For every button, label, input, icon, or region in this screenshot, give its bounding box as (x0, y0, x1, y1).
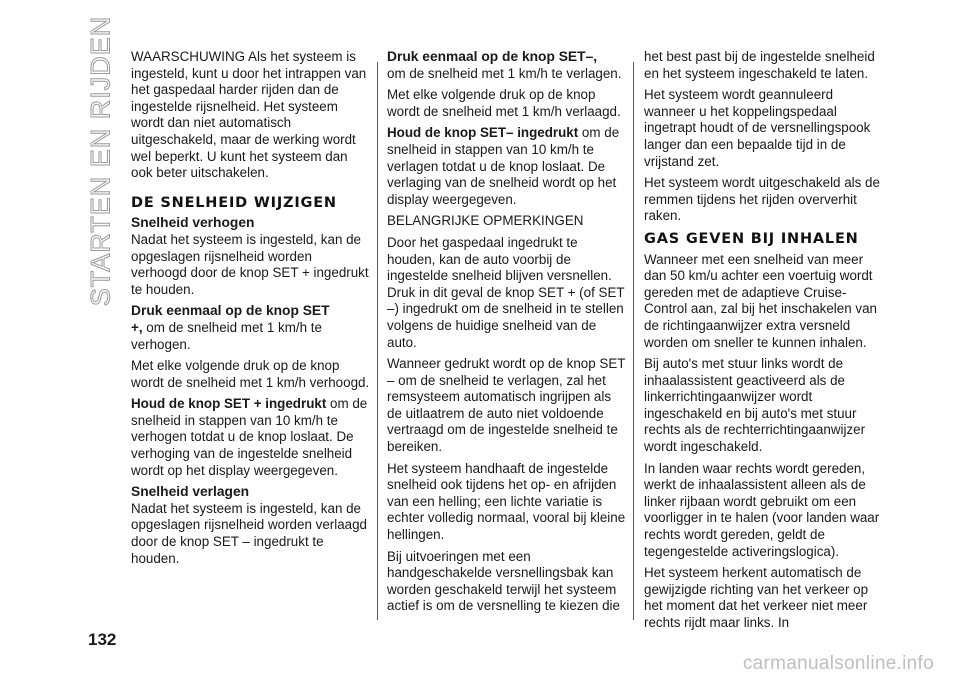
warning-paragraph: WAARSCHUWING Als het systeem is ingesteld, kunt u door het intrappen van het gaspedaal harder rijden dan de ingestelde rijsnelheid. Het systeem wordt dan niet automatisch uitgeschakeld, maar de werking wordt wel beperkt. U kunt het systeem dan ook beter uitschakelen. (131, 49, 367, 181)
paragraph: Het systeem wordt geannuleerd wanneer u het koppelingspedaal ingetrapt houdt of de versnellingspook langer dan een bepaalde tijd in de vrijstand zet. (644, 87, 871, 169)
paragraph (131, 396, 371, 479)
subheading: Snelheid verlagen (131, 484, 250, 500)
paragraph: Door het gaspedaal ingedrukt te houden, kan de auto voorbij de ingestelde snelheid blijven versnellen. Druk in dit geval de knop SET + (of SET –) ingedrukt om de snelheid in te stellen volgens de huidige snelheid van de auto. (387, 234, 625, 350)
paragraph-text: om de snelheid met 1 km/h te verhogen. (131, 319, 322, 352)
paragraph: om de snelheid met 1 km/h te verlagen. (387, 65, 622, 81)
watermark: carmanualsonline.info (742, 653, 934, 674)
paragraph: Het systeem herkent automatisch de gewijzigde richting van het verkeer op het moment dat het verkeer niet meer rechts rijdt maar links. In (644, 565, 869, 630)
text-column-1 (131, 49, 371, 572)
text-column-2 (387, 49, 627, 620)
paragraph-text: om de snelheid in stappen van 10 km/h te verlagen totdat u de knop loslaat. De verlaging van de snelheid wordt op het display weergegeven. (387, 125, 620, 207)
paragraph: Het systeem wordt uitgeschakeld als de remmen tijdens het rijden oververhit raken. (644, 175, 880, 224)
column-divider (633, 62, 634, 620)
lead-text: +, (131, 319, 143, 335)
chapter-title (84, 15, 118, 307)
section-heading: DE SNELHEID WIJZIGEN (131, 194, 337, 211)
lead-text: Houd de knop SET– ingedrukt (387, 125, 579, 141)
chapter-title-text: STARTEN EN RIJDEN (85, 15, 116, 307)
paragraph: Het systeem handhaaft de ingestelde snelheid ook tijdens het op- en afrijden van een helling; een lichte variatie is echter volledig normaal, vooral bij kleine hellingen. (387, 460, 626, 543)
paragraph: Wanneer met een snelheid van meer dan 50 km/u achter een voertuig wordt gereden met de adaptieve Cruise-Control aan, zal bij het inschakelen van de richtingaanwijzer extra versneld worden om sneller te kunnen inhalen. (644, 251, 877, 350)
paragraph: Met elke volgende druk op de knop wordt de snelheid met 1 km/h verlaagd. (387, 87, 621, 119)
section-heading: GAS GEVEN BIJ INHALEN (644, 230, 859, 247)
text-column-3 (644, 49, 884, 637)
paragraph: In landen waar rechts wordt gereden, werkt de inhaalassistent alleen als de linker rijbaan wordt gebruikt om een voorligger in te halen (voor landen waar rechts wordt gereden, geldt de tegengestelde activeringslogica). (644, 460, 880, 559)
paragraph: Met elke volgende druk op de knop wordt de snelheid met 1 km/h verhoogd. (131, 358, 370, 390)
paragraph: Bij uitvoeringen met een handgeschakelde versnellingsbak kan worden geschakeld terwijl het systeem actief is om de versnelling te kiezen die (387, 548, 620, 614)
paragraph: het best past bij de ingestelde snelheid en het systeem ingeschakeld te laten. (644, 49, 875, 81)
subheading: Snelheid verhogen (131, 215, 255, 231)
paragraph: Bij auto's met stuur links wordt de inhaalassistent geactiveerd als de linkerrichtingaanwijzer wordt ingeschakeld en bij auto's met stuur rechts als de rechterrichtingaanwijzer wordt ingeschakeld. (644, 356, 866, 455)
lead-text: Houd de knop SET + ingedrukt (131, 396, 327, 412)
paragraph: Nadat het systeem is ingesteld, kan de opgeslagen rijsnelheid worden verhoogd door de knop SET + ingedrukt te houden. (131, 231, 369, 297)
subheading: Druk eenmaal op de knop SET (131, 303, 330, 319)
paragraph (131, 320, 371, 353)
paragraph (387, 125, 627, 208)
paragraph: Wanneer gedrukt wordt op de knop SET – om de snelheid te verlagen, zal het remsysteem automatisch ingrijpen als de uitlaatrem de auto niet voldoende vertraagd om de ingestelde snelheid te bereiken. (387, 356, 626, 455)
subheading: Druk eenmaal op de knop SET–, (387, 49, 598, 64)
paragraph: Nadat het systeem is ingesteld, kan de opgeslagen rijsnelheid worden verlaagd door de knop SET – ingedrukt te houden. (131, 500, 367, 566)
column-divider (377, 62, 378, 620)
paragraph-text: om de snelheid in stappen van 10 km/h te verhogen totdat u de knop loslaat. De verhoging van de ingestelde snelheid wordt op het display weergegeven. (131, 396, 368, 478)
notes-title: BELANGRIJKE OPMERKINGEN (387, 213, 584, 229)
page-number: 132 (88, 630, 117, 649)
